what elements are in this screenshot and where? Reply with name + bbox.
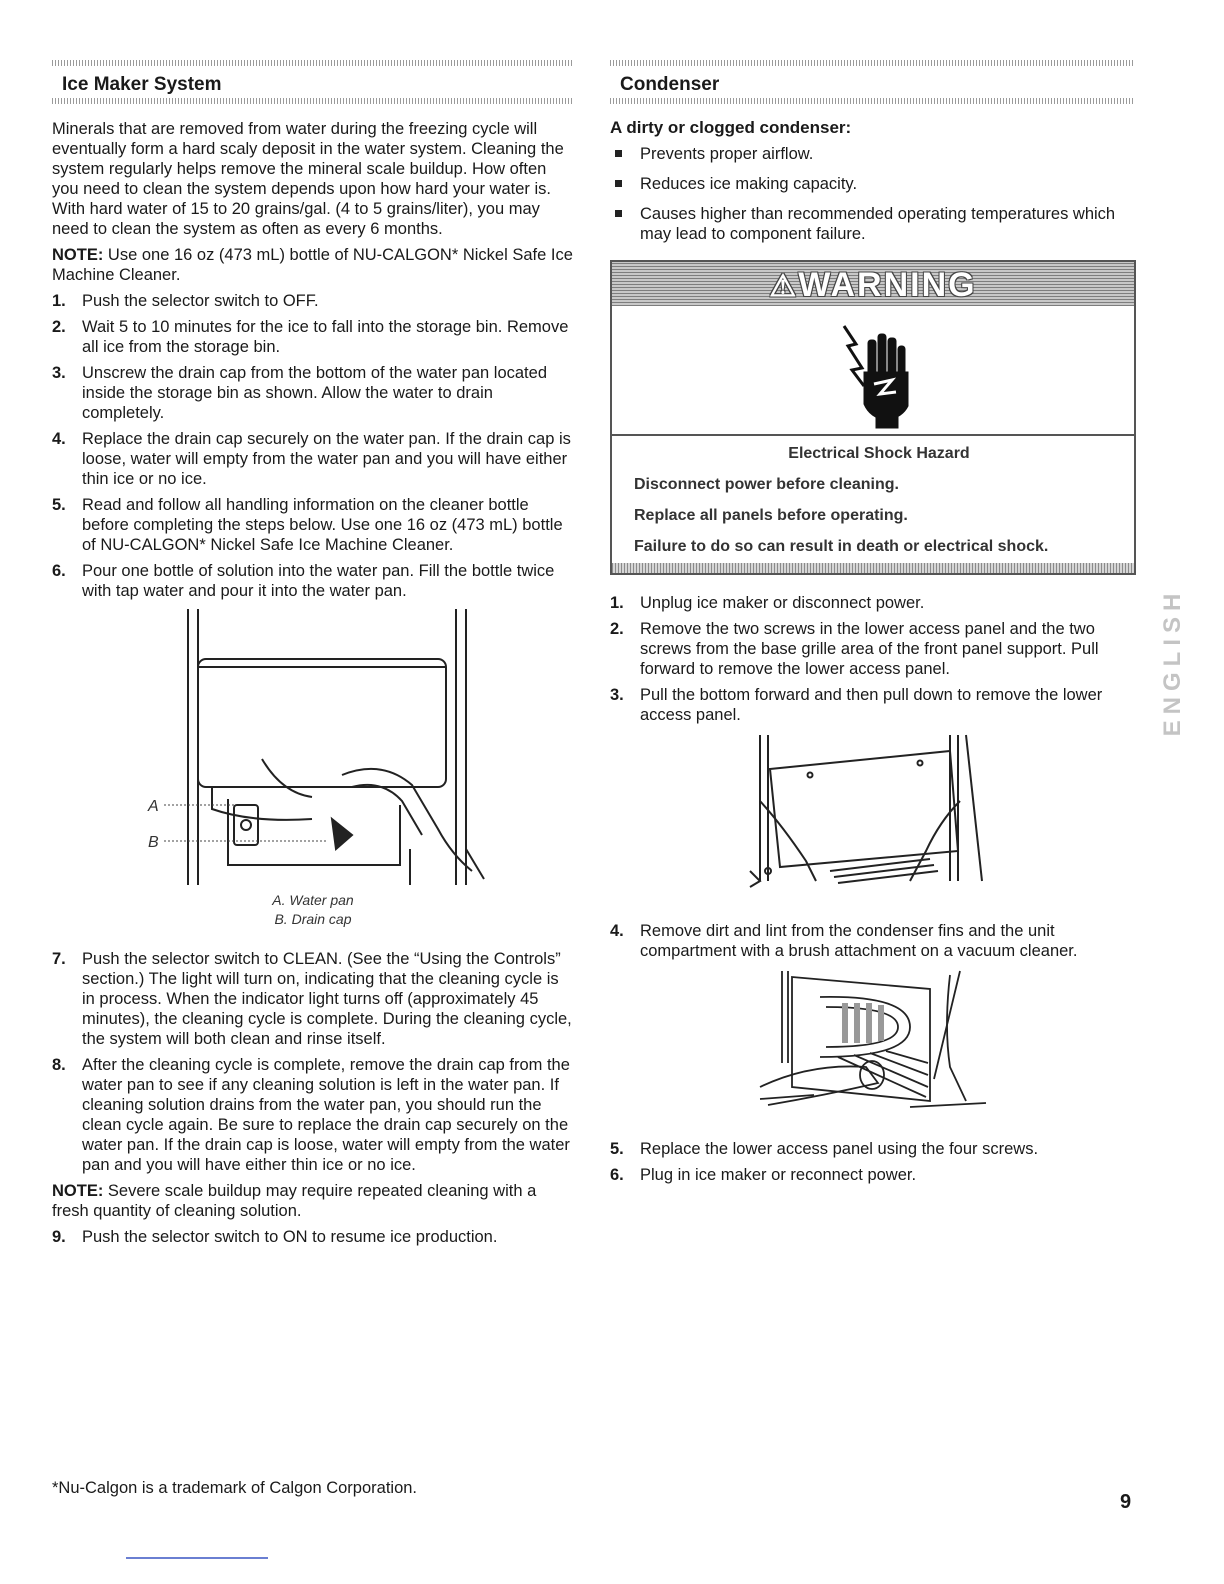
step-text: Remove the two screws in the lower access panel and the two screws from the base grille area of the front panel support. Pull forward to remove the lower access panel. [640,620,1099,678]
warning-line: Replace all panels before operating. [634,507,908,524]
step-item [52,1227,574,1247]
condenser-subheading: A dirty or clogged condenser: [610,118,852,137]
warning-header [612,262,1134,306]
step-number: 7. [52,950,66,968]
figure-caption [52,891,574,929]
condenser-cleaning-drawing [610,967,1134,1117]
bottom-rule [126,1557,268,1559]
electric-shock-hand-icon [612,306,1134,434]
caption-b: B. Drain cap [274,911,352,927]
step-item [52,317,574,357]
step-text: After the cleaning cycle is complete, remove the drain cap from the water pan to see if any cleaning solution is left in the water pan. If cleaning solution drains from the water pan, you should run the clean cycle again. Be sure to replace the drain cap securely on the water pan. If the drain cap is loose, water will empty from the water pan and you will have either thin ice or no ice. [82,1056,570,1174]
condenser-bullets [610,144,1134,244]
section-header [610,60,1134,104]
step-number: 9. [52,1228,66,1246]
warning-box [610,260,1136,575]
page-number: 9 [1120,1491,1132,1513]
step-text: Push the selector switch to CLEAN. (See the “Using the Controls” section.) The light will turn on, indicating that the cleaning cycle is in process. When the indicator light turns off (approximately 45 minutes), the cleaning cycle is complete. During the cleaning cycle, the system will both clean and rinse itself. [82,950,572,1048]
step-item [52,363,574,423]
step-item [52,429,574,489]
bullet-text: Reduces ice making capacity. [640,175,858,193]
label-a: A [148,798,159,815]
cleaning-steps [52,291,574,601]
note-paragraph [52,1181,574,1221]
condenser-section [610,60,1134,1191]
step-text: Pour one bottle of solution into the water pan. Fill the bottle twice with tap water and pour it into the water pan. [82,562,555,600]
header-rule [610,60,1134,66]
step-item [52,561,574,601]
step-number: 5. [610,1140,624,1158]
step-item [52,291,574,311]
step-item [610,1139,1134,1159]
section-header [52,60,574,104]
bullet-item [610,174,1134,194]
step-item [610,921,1134,961]
step-item [52,495,574,555]
header-rule [610,98,1134,104]
step-number: 3. [52,364,66,382]
note-text: Use one 16 oz (473 mL) bottle of NU-CALGON* Nickel Safe Ice Machine Cleaner. [52,246,573,284]
warning-title [612,266,1134,305]
step-number: 3. [610,686,624,704]
step-text: Unplug ice maker or disconnect power. [640,594,925,612]
water-pan-drawing [52,609,574,891]
bullet-text: Prevents proper airflow. [640,145,814,163]
step-text: Read and follow all handling information on the cleaner bottle before completing the steps below. Use one 16 oz (473 mL) bottle of NU-CALGON* Nickel Safe Ice Machine Cleaner. [82,496,563,554]
step-number: 2. [610,620,624,638]
step-number: 4. [52,430,66,448]
access-panel-illustration [610,731,1134,891]
note-label: NOTE: [52,1182,104,1200]
step-text: Unscrew the drain cap from the bottom of the water pan located inside the storage bin as shown. Allow the water to drain completely. [82,364,547,422]
warning-line: Failure to do so can result in death or electrical shock. [634,538,1049,555]
warning-triangle-icon: ⚠ [769,270,799,303]
note-paragraph [52,245,574,285]
step-text: Push the selector switch to ON to resume ice production. [82,1228,498,1246]
step-item [52,949,574,1049]
step-item [610,593,1134,613]
cleaning-steps-final [52,1227,574,1247]
condenser-steps-continued [610,921,1134,961]
bullet-square-icon [615,150,622,157]
header-rule [52,60,574,66]
step-text: Remove dirt and lint from the condenser fins and the unit compartment with a brush attachment on a vacuum cleaner. [640,922,1078,960]
access-panel-drawing [610,731,1134,891]
bullet-text: Causes higher than recommended operating temperatures which may lead to component failure. [640,205,1116,243]
section-title: Condenser [620,74,720,95]
step-number: 1. [610,594,624,612]
side-tab-text: ENGLISH [1159,587,1186,737]
step-text: Plug in ice maker or reconnect power. [640,1166,917,1184]
step-text: Wait 5 to 10 minutes for the ice to fall into the storage bin. Remove all ice from the storage bin. [82,318,569,356]
step-item [610,685,1134,725]
note-text: Severe scale buildup may require repeated cleaning with a fresh quantity of cleaning solution. [52,1182,537,1220]
warning-icon-area [612,306,1134,436]
warning-word: WARNING [798,266,977,304]
ice-maker-section [52,60,574,1253]
step-number: 6. [610,1166,624,1184]
hazard-title: Electrical Shock Hazard [788,445,970,462]
step-number: 2. [52,318,66,336]
step-number: 6. [52,562,66,580]
trademark-footnote: *Nu-Calgon is a trademark of Calgon Corporation. [52,1479,418,1497]
step-number: 8. [52,1056,66,1074]
condenser-steps [610,593,1134,725]
step-number: 4. [610,922,624,940]
step-number: 5. [52,496,66,514]
note-label: NOTE: [52,246,104,264]
step-item [610,1165,1134,1185]
condenser-cleaning-illustration [610,967,1134,1117]
bullet-square-icon [615,180,622,187]
step-text: Push the selector switch to OFF. [82,292,319,310]
section-title: Ice Maker System [62,74,222,95]
step-number: 1. [52,292,66,310]
label-b: B [148,834,159,851]
bullet-item [610,204,1134,244]
caption-a: A. Water pan [272,892,354,908]
warning-text [612,436,1134,563]
bullet-item [610,144,1134,164]
condenser-steps-final [610,1139,1134,1185]
language-side-tab [1156,566,1186,760]
bullet-square-icon [615,210,622,217]
step-item [52,1055,574,1175]
warning-footer-rule [612,563,1134,573]
step-item [610,619,1134,679]
water-pan-illustration [52,609,574,891]
warning-line: Disconnect power before cleaning. [634,476,899,493]
header-rule [52,98,574,104]
step-text: Replace the lower access panel using the four screws. [640,1140,1039,1158]
intro-paragraph: Minerals that are removed from water during the freezing cycle will eventually form a hard scaly deposit in the water system. Cleaning the system regularly helps remove the mineral scale buildup. How often you need to clean the system depends upon how hard your water is. With hard water of 15 to 20 grains/gal. (4 to 5 grains/liter), you may need to clean the system as often as every 6 months. [52,120,564,238]
step-text: Pull the bottom forward and then pull down to remove the lower access panel. [640,686,1103,724]
cleaning-steps-continued [52,949,574,1175]
step-text: Replace the drain cap securely on the water pan. If the drain cap is loose, water will empty from the water pan and you will have either thin ice or no ice. [82,430,571,488]
